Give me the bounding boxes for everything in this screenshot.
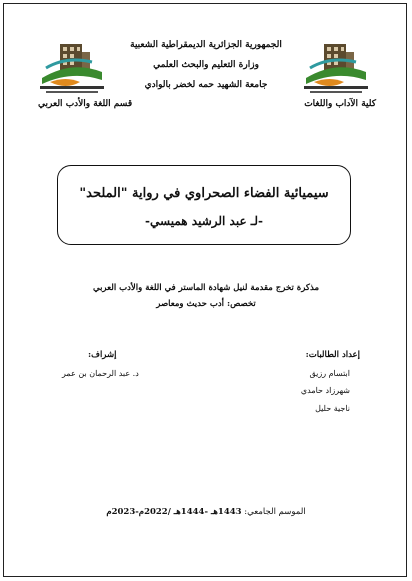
faculty-name: كلية الآداب واللغات (304, 99, 376, 109)
academic-year (0, 507, 412, 517)
republic-name: الجمهورية الجزائرية الديمقراطية الشعبية (130, 40, 282, 50)
student-name: ناجية حليل (315, 404, 350, 413)
supervisor-name: د. عبد الرحمان بن عمر (62, 369, 139, 378)
supervisor-label: إشراف: (88, 350, 117, 360)
department-name: قسم اللغة والأدب العربي (38, 99, 133, 109)
ministry-name: وزارة التعليم والبحث العلمي (153, 60, 259, 70)
thesis-specialty: تخصص: أدب حديث ومعاصر (156, 299, 256, 309)
student-name: شهرزاد حامدي (300, 386, 350, 395)
novel-author: -لـ عبد الرشيد هميسي- (145, 214, 263, 228)
academic-year-value: 1443هـ -1444هـ /2022م-2023م (106, 507, 242, 517)
thesis-description: مذكرة تخرج مقدمة لنيل شهادة الماستر في اللغة والأدب العربي (92, 283, 319, 293)
student-name: ابتسام رزيق (309, 369, 350, 378)
thesis-title: سيميائية الفضاء الصحراوي في رواية "الملحد" (79, 186, 329, 201)
title-box (57, 165, 351, 245)
academic-year-label: الموسم الجامعي: (244, 507, 306, 517)
university-name: جامعة الشهيد حمه لخضر بالوادي (144, 80, 268, 90)
students-label: إعداد الطالبات: (305, 350, 360, 360)
